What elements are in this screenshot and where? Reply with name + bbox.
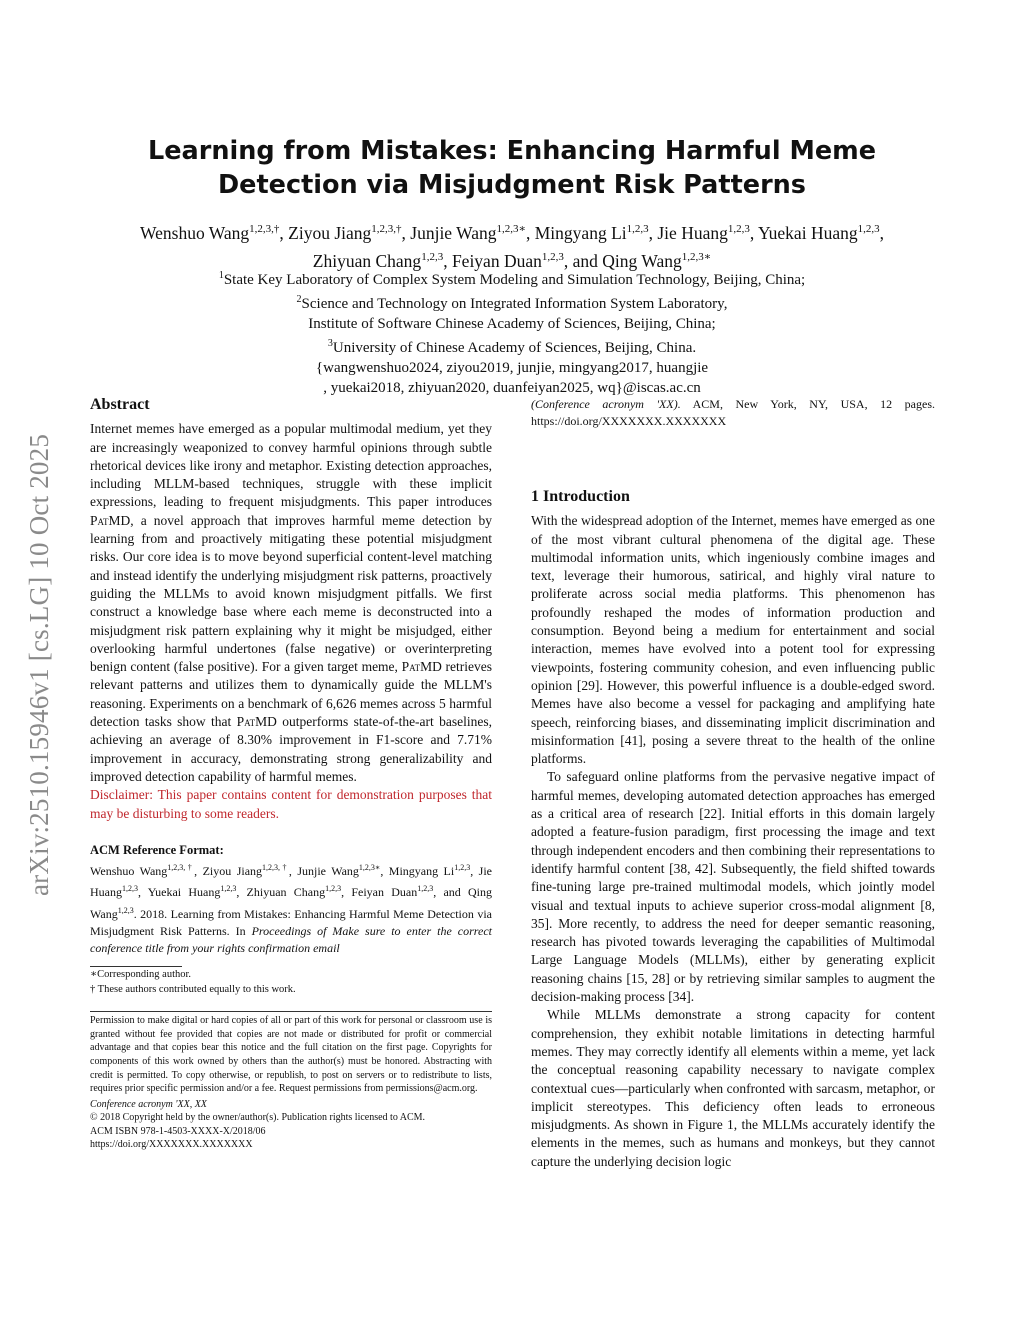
- doi-link[interactable]: https://doi.org/XXXXXXX.XXXXXXX: [90, 1139, 253, 1151]
- author-affiliation-marker: 1,2,3∗: [496, 223, 526, 235]
- intro-paragraph-2: To safeguard online platforms from the pervasive negative impact of harmful memes, developing automated detection approaches has emerged as a critical area of research [22]. Initial efforts in this domain largely adopted a feature-fusion paradigm, first processing the image and text through independent encoders and then combining their representations to identify harmful content [38, 42]. Subsequently, the field shifted towards fine-tuning large pre-trained multimodal models, which jointly model visual and textual inputs to achieve superior cross-modal alignment [8, 35]. More recently, to address the need for deeper semantic reasoning, research has pivoted towards leveraging the capabilities of Multimodal Large Language Models (MLLMs), either by generating explicit reasoning chains [15, 28] or by retrieving similar samples to augment the decision-making process [34].: [531, 769, 935, 1005]
- author-name: Wenshuo Wang: [140, 222, 250, 243]
- introduction-heading: 1 Introduction: [531, 488, 630, 505]
- emails-2: , yuekai2018, zhiyuan2020, duanfeiyan2025, wq}@iscas.ac.cn: [323, 380, 701, 396]
- author-list: Wenshuo Wang$^{1,2,3,\dagger}$, Ziyou Jiang$^{1,2,3,\dagger}$, Junjie Wang$^{1,2,3∗}$, Mingyang Li$^{1,2,3}$, Jie Huang$^{1,2,3}$, Yuekai Huang$^{1,2,3}$, Zhiyuan Chang$^{1,2,3}$, Feiyan Duan$^{1,2,3}$, and Qing Wang$^{1,2,3∗}$: [140, 222, 884, 271]
- paper-title: Learning from Mistakes: Enhancing Harmful Meme Detection via Misjudgment Risk Patterns: [148, 136, 876, 200]
- left-column: [90, 396, 492, 1152]
- abstract-heading: Abstract: [90, 396, 150, 413]
- author-affiliation-marker: 1,2,3,†: [371, 223, 402, 235]
- intro-paragraph-1: With the widespread adoption of the Internet, memes have emerged as one of the most vibrant cultural phenomena of the digital age. These multimodal information units, which ingeniously combine images and text, leverage their humorous, satirical, and highly viral nature to proliferate across social media platforms. This phenomenon has profoundly reshaped the modes of information production and consumption. Beyond being a medium for entertainment and social interaction, memes have evolved into a potent tool for expressing viewpoints, fostering community cohesion, and even influencing public opinion [29]. However, this powerful influence is a double-edged sword. Memes have also become a vessel for packaging and amplifying hate speech, reinforcing biases, and disseminating implicit discrimination and misinformation [41], posing a severe threat to the health of the online platforms.: [531, 513, 935, 767]
- footnote-corresponding: ∗Corresponding author.: [90, 969, 192, 981]
- author-affiliation-marker: 1,2,3: [541, 250, 564, 263]
- author-affiliation-marker: 1,2,3: [857, 223, 880, 235]
- author-name: Yuekai Huang: [757, 222, 858, 243]
- permission-rule: [90, 1011, 492, 1012]
- affiliation-1: $^1$State Key Laboratory of Complex System Modeling and Simulation Technology, Beijing, China;: [218, 270, 806, 288]
- affiliation-3: $^3$University of Chinese Academy of Sciences, Beijing, China.: [327, 338, 697, 356]
- arxiv-stamp: arXiv:2510.15946v1 [cs.LG] 10 Oct 2025: [24, 433, 54, 897]
- affiliation-2-cont: Institute of Software Chinese Academy of Sciences, Beijing, China;: [308, 316, 716, 332]
- author-affiliation-marker: 1,2,3∗: [681, 250, 712, 263]
- author-affiliation-marker: 1,2,3,†: [249, 223, 280, 235]
- acm-reference-continuation: (Conference acronym 'XX). ACM, New York, NY, USA, 12 pages. https://doi.org/XXXXXXX.XXXXXXX: [531, 397, 935, 429]
- acm-reference-text: Wenshuo Wang$^{1,2,3,\dagger}$, Ziyou Jiang$^{1,2,3,\dagger}$, Junjie Wang$^{1,2,3∗}$, Mingyang Li$^{1,2,3}$, Jie Huang$^{1,2,3}$, Yuekai Huang$^{1,2,3}$, Zhiyuan Chang$^{1,2,3}$, Feiyan Duan$^{1,2,3}$, and Qing Wang$^{1,2,3}$. 2018. Learning from Mistakes: Enhancing Harmful Meme Detection via Misjudgment Risk Patterns. In Proceedings of Make sure to enter the correct conference title from your rights confirmation email: [90, 863, 493, 955]
- author-name: Junjie Wang: [410, 222, 497, 243]
- copyright-line: © 2018 Copyright held by the owner/author(s). Publication rights licensed to ACM.: [90, 1112, 426, 1124]
- affiliation-2: $^2$Science and Technology on Integrated Information System Laboratory,: [296, 294, 728, 312]
- intro-paragraph-3: While MLLMs demonstrate a strong capacity for content comprehension, they exhibit notable limitations in detecting harmful memes. They may correctly identify all elements within a meme, yet lack the conceptual reasoning capability necessary to navigate complex contextual cues—particularly when confronted with sarcasm, metaphor, or implicit stereotypes. This deficiency often leads to erroneous misjudgments. As shown in Figure 1, the MLLMs accurately identify the elements in the memes, such as humans and monkeys, but they cannot capture the underlying decision logic: [531, 1007, 935, 1169]
- author-affiliation-marker: 1,2,3: [626, 223, 649, 235]
- isbn-line: ACM ISBN 978-1-4503-XXXX-X/2018/06: [90, 1125, 266, 1137]
- author-name: Feiyan Duan: [451, 250, 542, 271]
- reference-continuation-space: [531, 396, 935, 488]
- author-name: Qing Wang: [602, 250, 682, 271]
- author-affiliation-marker: 1,2,3: [421, 250, 444, 263]
- acm-reference-heading: ACM Reference Format:: [90, 842, 224, 857]
- author-name: Mingyang Li: [534, 222, 627, 243]
- conference-acronym: Conference acronym 'XX, XX: [90, 1098, 207, 1110]
- emails-1: {wangwenshuo2024, ziyou2019, junjie, mingyang2017, huangjie: [315, 360, 709, 376]
- abstract-text: Internet memes have emerged as a popular multimodal medium, yet they are increasingly weaponized to convey harmful opinions through subtle rhetorical devices like irony and metaphor. Existing detection approaches, including MLLM-based techniques, struggle with these implicit expressions, leading to frequent misjudgments. This paper introduces PatMD, a novel approach that improves harmful meme detection by learning from and proactively mitigating these potential misjudgment risks. Our core idea is to move beyond superficial content-level matching and instead identify the underlying misjudgment risk patterns, proactively guiding the MLLMs to avoid known misjudgment pitfalls. We first construct a knowledge base where each meme is deconstructed into a misjudgment risk pattern explaining why it might be misjudged, either overlooking harmful undertones (false negative) or overinterpreting benign content (false positive). For a given target meme, PatMD retrieves relevant patterns and utilizes them to dynamically guide the MLLM's reasoning. Experiments on a benchmark of 6,626 memes across 5 harmful detection tasks show that PatMD outperforms state-of-the-art baselines, achieving an average of 8.30% improvement in F1-score and 7.71% improvement in accuracy, demonstrating strong generalizability and improved detection capability of harmful memes.: [90, 421, 493, 784]
- right-column: [531, 396, 935, 1171]
- permission-notice: Permission to make digital or hard copies of all or part of this work for personal or classroom use is granted without fee provided that copies are not made or distributed for profit or commercial advantage and that copies bear this notice and the full citation on the first page. Copyrights for components of this work owned by others than the author(s) must be honored. Abstracting with credit is permitted. To copy otherwise, or republish, to post on servers or to redistribute to lists, requires prior specific permission and/or a fee. Request permissions from permissions@acm.org.: [90, 1015, 492, 1095]
- author-name: Zhiyuan Chang: [312, 250, 422, 271]
- affiliations: [110, 266, 914, 398]
- author-name: Jie Huang: [657, 222, 728, 243]
- footnote-equal: † These authors contributed equally to this work.: [90, 984, 296, 996]
- author-name: Ziyou Jiang: [288, 222, 372, 243]
- author-affiliation-marker: 1,2,3: [727, 223, 750, 235]
- disclaimer: Disclaimer: This paper contains content for demonstration purposes that may be disturbing to some readers.: [90, 787, 492, 821]
